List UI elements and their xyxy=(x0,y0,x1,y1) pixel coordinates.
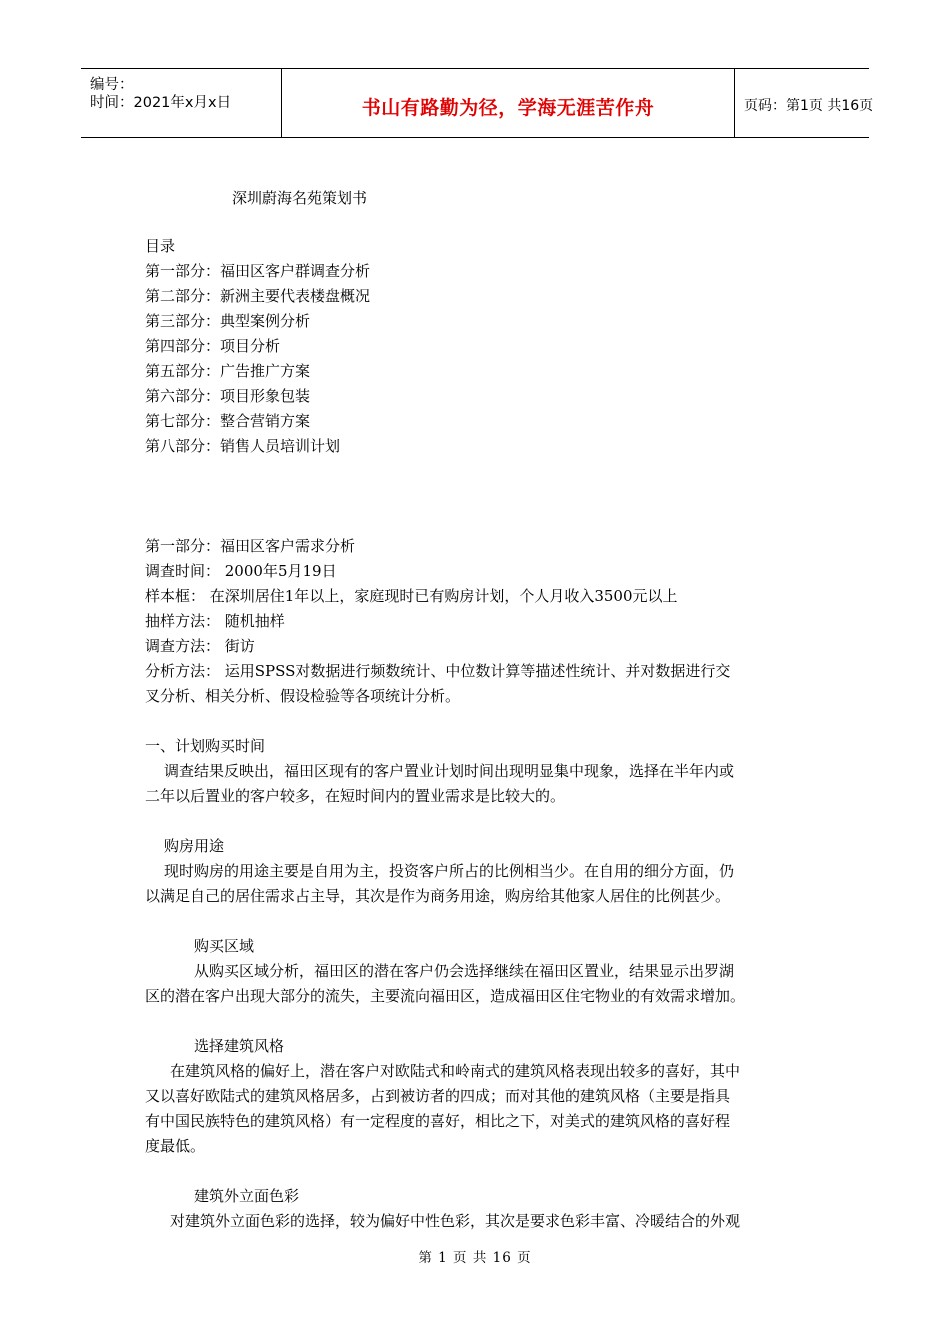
survey-analysis-line: 叉分析、相关分析、假设检验等各项统计分析。 xyxy=(145,687,461,705)
paragraph-line: 区的潜在客户出现大部分的流失，主要流向福田区，造成福田区住宅物业的有效需求增加。 xyxy=(145,987,746,1005)
toc-item: 第二部分：新洲主要代表楼盘概况 xyxy=(145,287,371,305)
header-motto-cell xyxy=(281,69,735,137)
paragraph-line: 以满足自己的居住需求占主导，其次是作为商务用途，购房给其他家人居住的比例甚少。 xyxy=(145,887,731,905)
paragraph-line: 度最低。 xyxy=(145,1137,206,1155)
toc-item: 第七部分：整合营销方案 xyxy=(145,412,311,430)
paragraph-line: 有中国民族特色的建筑风格）有一定程度的喜好，相比之下，对美式的建筑风格的喜好程 xyxy=(145,1112,731,1130)
header-page-number: 页码：第1页 共16页 xyxy=(744,98,874,114)
toc-item: 第六部分：项目形象包装 xyxy=(145,387,311,405)
survey-analysis-line: 分析方法： 运用SPSS对数据进行频数统计、中位数计算等描述性统计、并对数据进行交 xyxy=(145,662,731,680)
survey-method: 调查方法： 街访 xyxy=(145,637,255,655)
section-title: 购房用途 xyxy=(164,837,225,855)
toc-item: 第四部分：项目分析 xyxy=(145,337,281,355)
survey-sampling: 抽样方法： 随机抽样 xyxy=(145,612,285,630)
paragraph-line: 又以喜好欧陆式的建筑风格居多，占到被访者的四成；而对其他的建筑风格（主要是指具 xyxy=(145,1087,731,1105)
paragraph-line: 从购买区域分析，福田区的潜在客户仍会选择继续在福田区置业，结果显示出罗湖 xyxy=(194,962,735,980)
toc-item: 第五部分：广告推广方案 xyxy=(145,362,311,380)
paragraph-line: 对建筑外立面色彩的选择，较为偏好中性色彩，其次是要求色彩丰富、冷暖结合的外观 xyxy=(170,1212,741,1230)
paragraph-line: 现时购房的用途主要是自用为主，投资客户所占的比例相当少。在自用的细分方面，仍 xyxy=(164,862,735,880)
paragraph-line: 在建筑风格的偏好上，潜在客户对欧陆式和岭南式的建筑风格表现出较多的喜好，其中 xyxy=(170,1062,741,1080)
page-header xyxy=(81,68,874,138)
survey-heading: 第一部分：福田区客户需求分析 xyxy=(145,537,356,555)
document-title: 深圳蔚海名苑策划书 xyxy=(232,189,368,207)
section-title: 选择建筑风格 xyxy=(194,1037,285,1055)
paragraph-line: 调查结果反映出，福田区现有的客户置业计划时间出现明显集中现象，选择在半年内或 xyxy=(164,762,735,780)
section-title: 建筑外立面色彩 xyxy=(194,1187,300,1205)
toc-heading: 目录 xyxy=(145,237,176,255)
section-title: 一、计划购买时间 xyxy=(145,737,266,755)
paragraph-line: 二年以后置业的客户较多，在短时间内的置业需求是比较大的。 xyxy=(145,787,566,805)
document-number-label: 编号： xyxy=(90,77,134,93)
survey-time: 调查时间： 2000年5月19日 xyxy=(145,562,337,580)
document-time-label: 时间：2021年x月x日 xyxy=(90,95,232,111)
toc-item: 第三部分：典型案例分析 xyxy=(145,312,311,330)
toc-item: 第八部分：销售人员培训计划 xyxy=(145,437,341,455)
page-footer: 第 1 页 共 16 页 xyxy=(418,1250,532,1266)
header-meta-cell xyxy=(81,69,281,137)
header-page-cell xyxy=(734,69,874,137)
section-title: 购买区域 xyxy=(194,937,255,955)
survey-sample: 样本框： 在深圳居住1年以上，家庭现时已有购房计划，个人月收入3500元以上 xyxy=(145,587,678,605)
toc-item: 第一部分：福田区客户群调查分析 xyxy=(145,262,371,280)
header-motto: 书山有路勤为径，学海无涯苦作舟 xyxy=(361,97,655,119)
